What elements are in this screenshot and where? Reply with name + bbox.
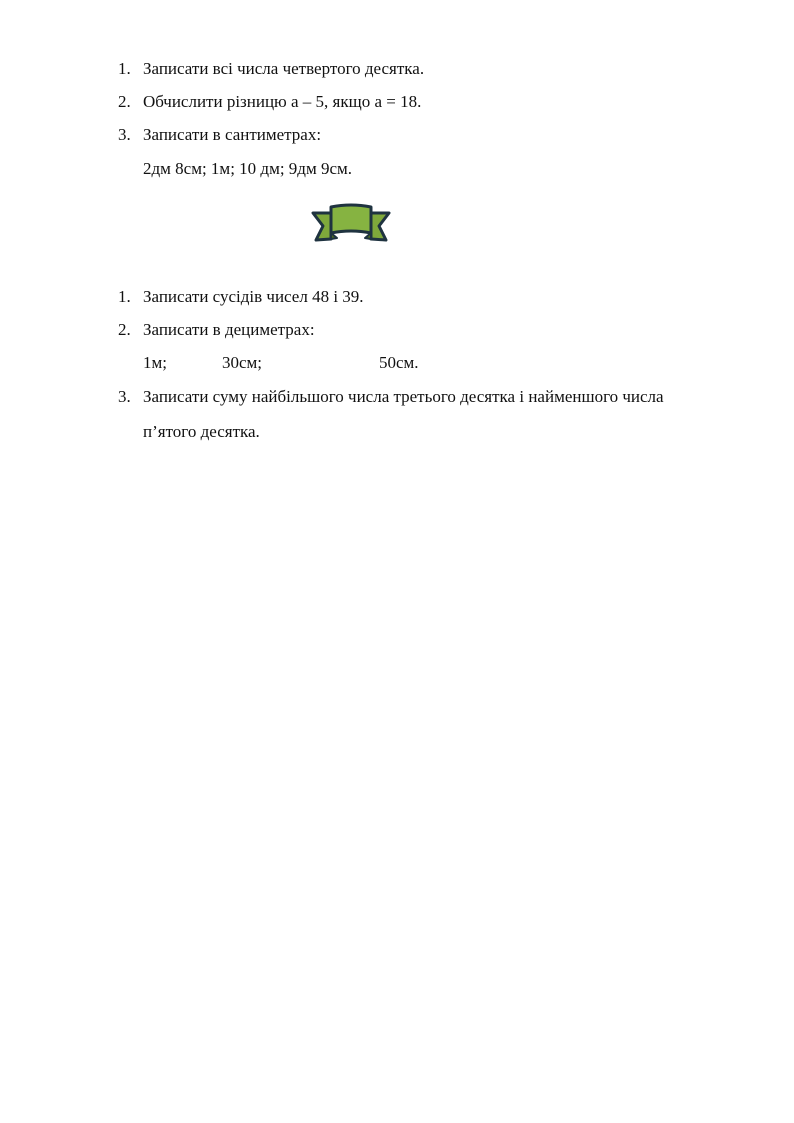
ribbon-left-tail	[313, 213, 331, 240]
list-item-continuation: п’ятого десятка.	[143, 422, 260, 441]
measure-3: 50см.	[379, 353, 419, 372]
list-number: 1.	[118, 59, 131, 78]
list-item-text: Записати сусідів чисел 48 і 39.	[143, 287, 364, 306]
ribbon-center-panel	[331, 205, 371, 233]
list-item-text: Обчислити різницю а – 5, якщо а = 18.	[143, 92, 422, 111]
ribbon-right-tail	[371, 213, 389, 240]
list-number: 3.	[118, 125, 131, 144]
list-item-text: Записати суму найбільшого числа третього десятка і найменшого числа	[143, 387, 664, 406]
list-number: 2.	[118, 92, 131, 111]
measure-2: 30см;	[222, 353, 263, 372]
ribbon-banner-icon	[310, 202, 392, 248]
list-item-text: Записати в сантиметрах:	[143, 125, 322, 144]
measurement-values: 2дм 8см; 1м; 10 дм; 9дм 9см.	[143, 159, 353, 178]
list-item-text: Записати всі числа четвертого десятка.	[143, 59, 425, 78]
list-item-text: Записати в дециметрах:	[143, 320, 315, 339]
measure-1: 1м;	[143, 353, 167, 372]
list-number: 1.	[118, 287, 131, 306]
list-number: 3.	[118, 387, 131, 406]
list-number: 2.	[118, 320, 131, 339]
